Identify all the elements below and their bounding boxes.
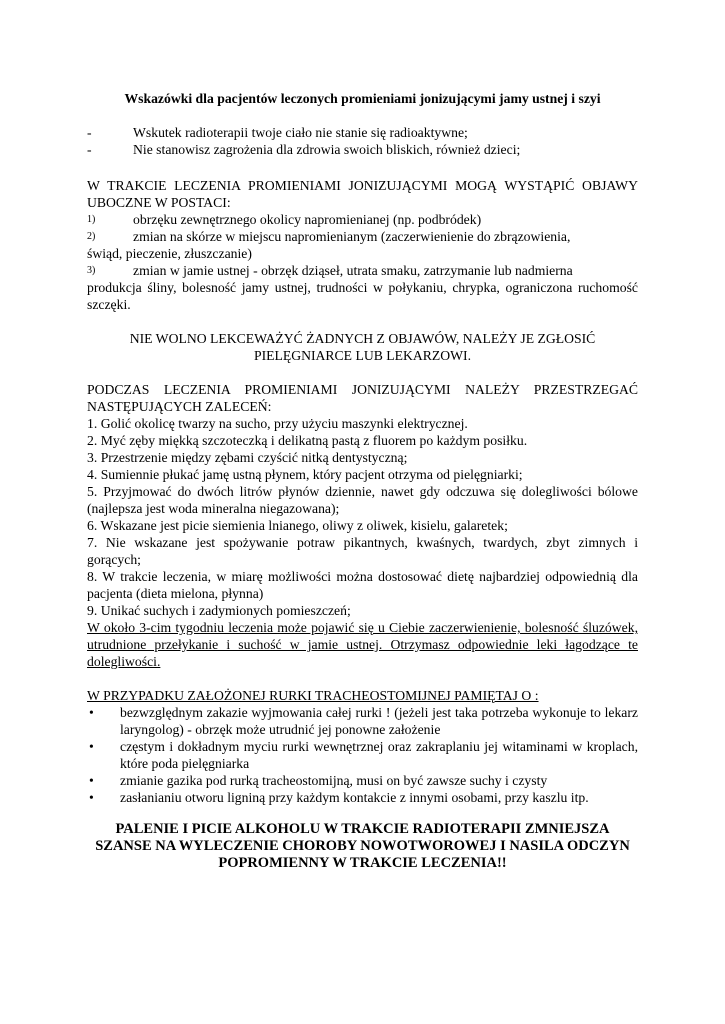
- dash-text: Wskutek radioterapii twoje ciało nie stanie się radioaktywne;: [133, 125, 468, 140]
- bullet-icon: •: [89, 705, 94, 720]
- dash-text: Nie stanowisz zagrożenia dla zdrowia swoich bliskich, również dzieci;: [133, 142, 521, 157]
- recommendations-section: [87, 381, 638, 670]
- item-number: 3): [87, 265, 96, 276]
- side-effects-heading: W TRAKCIE LECZENIA PROMIENIAMI JONIZUJĄCYMI MOGĄ WYSTĄPIĆ OBJAWY UBOCZNE W POSTACI:: [87, 178, 638, 210]
- item-text: zmian na skórze w miejscu napromienianym (zaczerwienienie do zbrązowienia,: [133, 229, 571, 244]
- bullet-icon: •: [89, 773, 94, 788]
- item-number: 1): [87, 214, 96, 225]
- item-number: 2): [87, 231, 96, 242]
- recommendation-item: 8. W trakcie leczenia, w miarę możliwości można dostosować dietę najbardziej odpowiednią dla pacjenta (dieta mielona, płynna): [87, 569, 638, 601]
- bullet-text: zasłanianiu otworu ligniną przy każdym kontakcie z innymi osobami, przy kaszlu itp.: [120, 790, 589, 805]
- item-text: zmian w jamie ustnej - obrzęk dziąseł, utrata smaku, zatrzymanie lub nadmierna: [133, 263, 573, 278]
- bullet-text: częstym i dokładnym myciu rurki wewnętrznej oraz zakraplaniu jej witaminami w kroplach, które poda pielęgniarka: [120, 739, 638, 771]
- bullet-icon: •: [89, 790, 94, 805]
- recommendation-item: 3. Przestrzenie między zębami czyścić nitką dentystyczną;: [87, 450, 408, 465]
- dash-item: [87, 124, 638, 141]
- dash-mark: -: [87, 125, 92, 140]
- tracheostomy-item: [87, 772, 638, 789]
- recommendation-item: 5. Przyjmować do dwóch litrów płynów dziennie, nawet gdy odczuwa się dolegliwości bólowe (najlepsza jest woda mineralna niegazowana);: [87, 484, 638, 516]
- side-effect-item: [87, 228, 638, 245]
- tracheostomy-item: [87, 704, 638, 738]
- tracheostomy-heading: W PRZYPADKU ZAŁOŻONEJ RURKI TRACHEOSTOMIJNEJ PAMIĘTAJ O :: [87, 688, 539, 703]
- final-warning: PALENIE I PICIE ALKOHOLU W TRAKCIE RADIOTERAPII ZMNIEJSZA SZANSE NA WYLECZENIE CHOROBY NOWOTWOROWEJ I NASILA ODCZYN POPROMIENNY W TRAKCIE LECZENIA!!: [95, 821, 630, 871]
- item-text: obrzęku zewnętrznego okolicy napromienianej (np. podbródek): [133, 212, 482, 227]
- tracheostomy-item: [87, 738, 638, 772]
- bullet-text: bezwzględnym zakazie wyjmowania całej rurki ! (jeżeli jest taka potrzeba wykonuje to lekarz laryngolog) - obrzęk może utrudnić jej ponowne założenie: [120, 705, 638, 737]
- underlined-note: W około 3-cim tygodniu leczenia może pojawić się u Ciebie zaczerwienienie, bolesność śluzówek, utrudnione przełykanie i suchość w jamie ustnej. Otrzymasz odpowiednie leki łagodzące te dolegliwości.: [87, 620, 638, 669]
- bullet-text: zmianie gazika pod rurką tracheostomijną, musi on być zawsze suchy i czysty: [120, 773, 548, 788]
- item-continuation: świąd, pieczenie, złuszczanie): [87, 246, 252, 261]
- warning-notice: NIE WOLNO LEKCEWAŻYĆ ŻADNYCH Z OBJAWÓW, NALEŻY JE ZGŁOSIĆ PIELĘGNIARCE LUB LEKARZOWI.: [129, 331, 596, 363]
- page-title: Wskazówki dla pacjentów leczonych promieniami jonizującymi jamy ustnej i szyi: [124, 91, 601, 106]
- recommendation-item: 1. Golić okolicę twarzy na sucho, przy użyciu maszynki elektrycznej.: [87, 416, 468, 431]
- recommendation-item: 2. Myć zęby miękką szczoteczką i delikatną pastą z fluorem po każdym posiłku.: [87, 433, 528, 448]
- tracheostomy-section: [87, 687, 638, 806]
- tracheostomy-item: [87, 789, 638, 806]
- recommendation-item: 6. Wskazane jest picie siemienia lnianego, oliwy z oliwek, kisielu, galaretek;: [87, 518, 508, 533]
- recommendation-item: 9. Unikać suchych i zadymionych pomieszczeń;: [87, 603, 351, 618]
- side-effect-item: [87, 262, 638, 279]
- side-effect-item: [87, 211, 638, 228]
- dash-item: [87, 141, 638, 158]
- bullet-icon: •: [89, 739, 94, 754]
- side-effects-section: [87, 177, 638, 313]
- recommendation-item: 7. Nie wskazane jest spożywanie potraw pikantnych, kwaśnych, twardych, zbyt zimnych i gorących;: [87, 535, 638, 567]
- item-continuation: produkcja śliny, bolesność jamy ustnej, trudności w połykaniu, chrypka, ograniczona ruchomość szczęki.: [87, 280, 638, 312]
- dash-list: [87, 124, 638, 158]
- dash-mark: -: [87, 142, 92, 157]
- recommendations-heading: PODCZAS LECZENIA PROMIENIAMI JONIZUJĄCYMI NALEŻY PRZESTRZEGAĆ NASTĘPUJĄCYCH ZALECEŃ:: [87, 382, 638, 414]
- recommendation-item: 4. Sumiennie płukać jamę ustną płynem, który pacjent otrzyma od pielęgniarki;: [87, 467, 523, 482]
